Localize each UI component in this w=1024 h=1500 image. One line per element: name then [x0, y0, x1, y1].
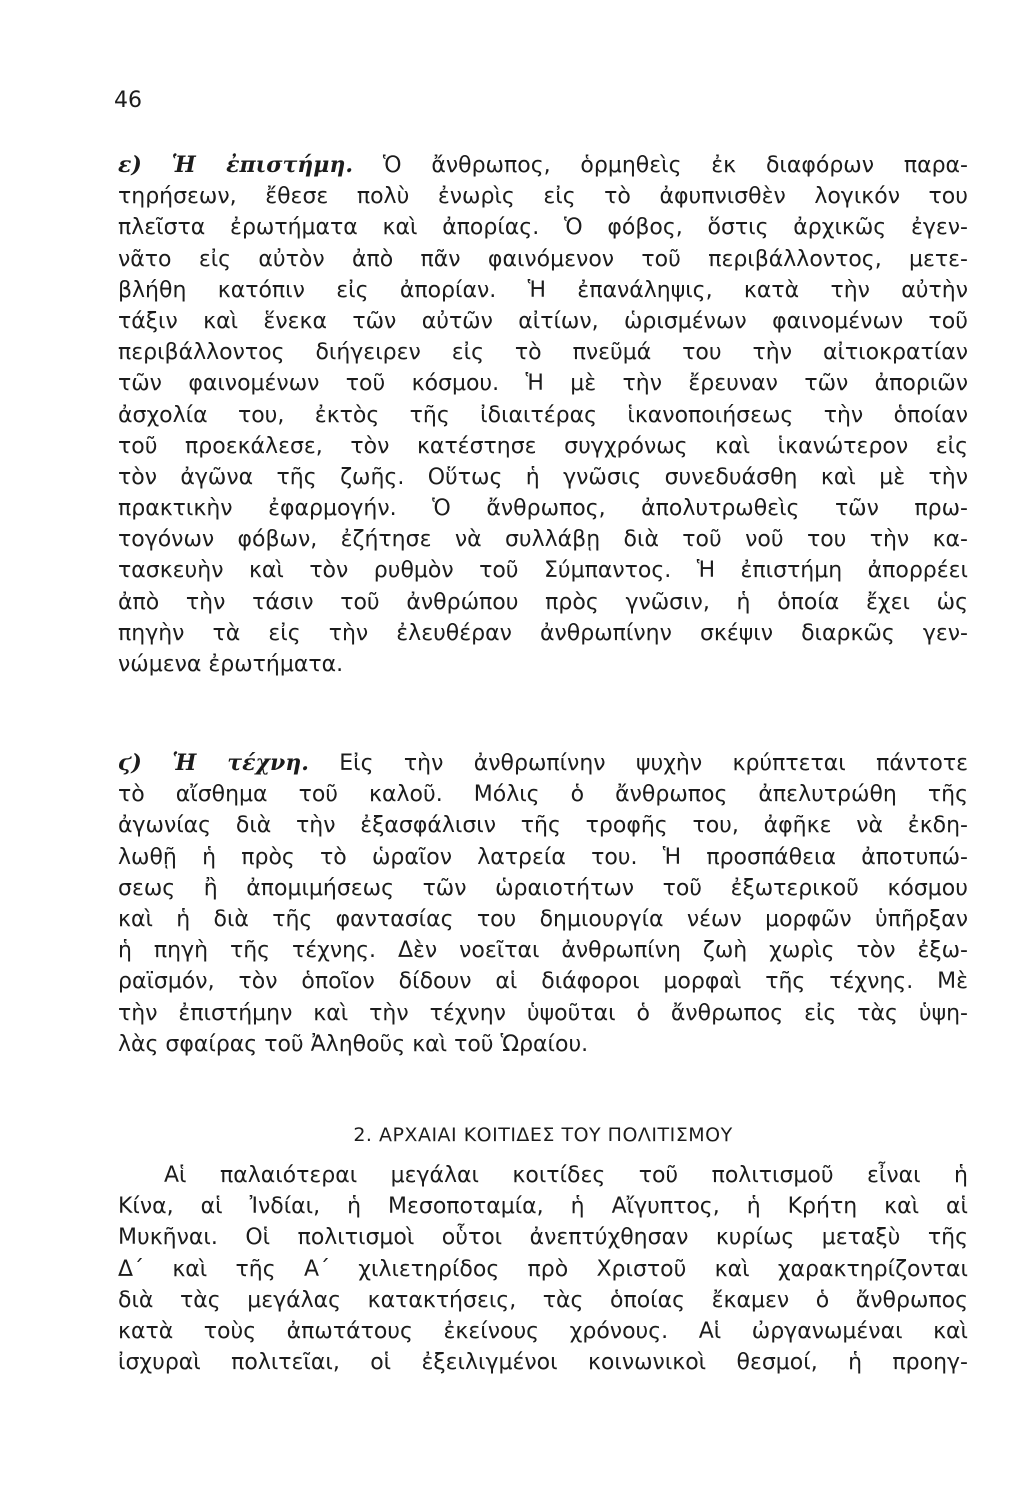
paragraph-line: λὰς σφαίρας τοῦ Ἀληθοῦς καὶ τοῦ Ὡραίου.: [118, 1031, 589, 1057]
paragraph-science: [118, 150, 968, 680]
paragraph-line: τὴν ἐπιστήμην καὶ τὴν τέχνην ὑψοῦται ὁ ἄνθρωπος εἰς τὰς ὑψη-: [118, 1000, 968, 1026]
paragraph-line: ἀπὸ τὴν τάσιν τοῦ ἀνθρώπου πρὸς γνῶσιν, ἡ ὁποία ἔχει ὡς: [118, 589, 968, 615]
paragraph-line: [118, 748, 968, 779]
paragraph-line: λωθῇ ἡ πρὸς τὸ ὡραῖον λατρεία του. Ἡ προσπάθεια ἀποτυπώ-: [118, 844, 968, 870]
paragraph-line: τῶν φαινομένων τοῦ κόσμου. Ἡ μὲ τὴν ἔρευναν τῶν ἀποριῶν: [118, 371, 968, 397]
paragraph-line-text: Ὁ ἄνθρωπος, ὁρμηθεὶς ἐκ διαφόρων παρα-: [382, 153, 968, 178]
paragraph-line: περιβάλλοντος διήγειρεν εἰς τὸ πνεῦμά του τὴν αἰτιοκρατίαν: [118, 340, 968, 366]
paragraph-line: ἡ πηγὴ τῆς τέχνης. Δὲν νοεῖται ἀνθρωπίνη ζωὴ χωρὶς τὸν ἐξω-: [118, 938, 968, 964]
paragraph-line: Αἱ παλαιότεραι μεγάλαι κοιτίδες τοῦ πολιτισμοῦ εἶναι ἡ: [164, 1163, 968, 1188]
paragraph-line: Μυκῆναι. Οἱ πολιτισμοὶ οὗτοι ἀνεπτύχθησαν κυρίως μεταξὺ τῆς: [118, 1225, 968, 1251]
paragraph-line: [118, 150, 968, 181]
paragraph-line: τάξιν καὶ ἕνεκα τῶν αὐτῶν αἰτίων, ὡρισμένων φαινομένων τοῦ: [118, 308, 968, 334]
paragraph-line: ἀσχολία του, ἐκτὸς τῆς ἰδιαιτέρας ἱκανοποιήσεως τὴν ὁποίαν: [118, 402, 968, 428]
paragraph-line: πλεῖστα ἐρωτήματα καὶ ἀπορίας. Ὁ φόβος, ὅστις ἀρχικῶς ἐγεν-: [118, 215, 968, 241]
paragraph-line: νᾶτο εἰς αὐτὸν ἀπὸ πᾶν φαινόμενον τοῦ περιβάλλοντος, μετε-: [118, 246, 968, 272]
paragraph-line: ἀγωνίας διὰ τὴν ἐξασφάλισιν τῆς τροφῆς του, ἀφῆκε νὰ ἐκδη-: [118, 813, 968, 839]
paragraph-line: ραϊσμόν, τὸν ὁποῖον δίδουν αἱ διάφοροι μορφαὶ τῆς τέχνης. Μὲ: [118, 969, 968, 995]
paragraph-line: βλήθη κατόπιν εἰς ἀπορίαν. Ἡ ἐπανάληψις, κατὰ τὴν αὐτὴν: [118, 277, 968, 303]
section-heading: 2. ΑΡΧΑΙΑΙ ΚΟΙΤΙΔΕΣ ΤΟΥ ΠΟΛΙΤΙΣΜΟΥ: [353, 1124, 733, 1146]
paragraph-line: σεως ἢ ἀπομιμήσεως τῶν ὡραιοτήτων τοῦ ἐξωτερικοῦ κόσμου: [118, 875, 968, 901]
paragraph-title: Ἡ ἐπιστήμη.: [171, 152, 354, 178]
paragraph-line: διὰ τὰς μεγάλας κατακτήσεις, τὰς ὁποίας ἔκαμεν ὁ ἄνθρωπος: [118, 1287, 968, 1313]
paragraph-label: ε): [118, 152, 142, 178]
paragraph-line: πηγὴν τὰ εἰς τὴν ἐλευθέραν ἀνθρωπίνην σκέψιν διαρκῶς γεν-: [118, 620, 968, 646]
paragraph-line-text: Εἰς τὴν ἀνθρωπίνην ψυχὴν κρύπτεται πάντοτε: [339, 751, 968, 776]
paragraph-line: ἰσχυραὶ πολιτεῖαι, οἱ ἐξειλιγμένοι κοινωνικοὶ θεσμοί, ἡ προηγ-: [118, 1350, 968, 1376]
paragraph-cradles: [118, 1160, 968, 1378]
paragraph-line: κατὰ τοὺς ἀπωτάτους ἐκείνους χρόνους. Αἱ ὠργανωμέναι καὶ: [118, 1318, 968, 1344]
paragraph-title: Ἡ τέχνη.: [172, 750, 309, 776]
paragraph-line: νώμενα ἐρωτήματα.: [118, 652, 344, 677]
paragraph-art: [118, 748, 968, 1060]
paragraph-line: τασκευὴν καὶ τὸν ρυθμὸν τοῦ Σύμπαντος. Ἡ ἐπιστήμη ἀπορρέει: [118, 558, 968, 584]
paragraph-line: τηρήσεων, ἔθεσε πολὺ ἐνωρὶς εἰς τὸ ἀφυπνισθὲν λογικόν του: [118, 184, 968, 210]
paragraph-line: τογόνων φόβων, ἐζήτησε νὰ συλλάβῃ διὰ τοῦ νοῦ του τὴν κα-: [118, 527, 968, 553]
paragraph-label: ϛ): [118, 750, 142, 776]
page-number: 46: [114, 88, 142, 113]
paragraph-line: Δ΄ καὶ τῆς Α΄ χιλιετηρίδος πρὸ Χριστοῦ καὶ χαρακτηρίζονται: [118, 1256, 968, 1282]
paragraph-line: καὶ ἡ διὰ τῆς φαντασίας του δημιουργία νέων μορφῶν ὑπῆρξαν: [118, 906, 968, 932]
paragraph-line: τοῦ προεκάλεσε, τὸν κατέστησε συγχρόνως καὶ ἱκανώτερον εἰς: [118, 433, 968, 459]
paragraph-line: τὸν ἀγῶνα τῆς ζωῆς. Οὕτως ἡ γνῶσις συνεδυάσθη καὶ μὲ τὴν: [118, 464, 968, 490]
paragraph-line: τὸ αἴσθημα τοῦ καλοῦ. Μόλις ὁ ἄνθρωπος ἀπελυτρώθη τῆς: [118, 782, 968, 808]
paragraph-line: Κίνα, αἱ Ἰνδίαι, ἡ Μεσοποταμία, ἡ Αἴγυπτος, ἡ Κρήτη καὶ αἱ: [118, 1194, 968, 1220]
paragraph-line: πρακτικὴν ἐφαρμογήν. Ὁ ἄνθρωπος, ἀπολυτρωθεὶς τῶν πρω-: [118, 496, 968, 522]
